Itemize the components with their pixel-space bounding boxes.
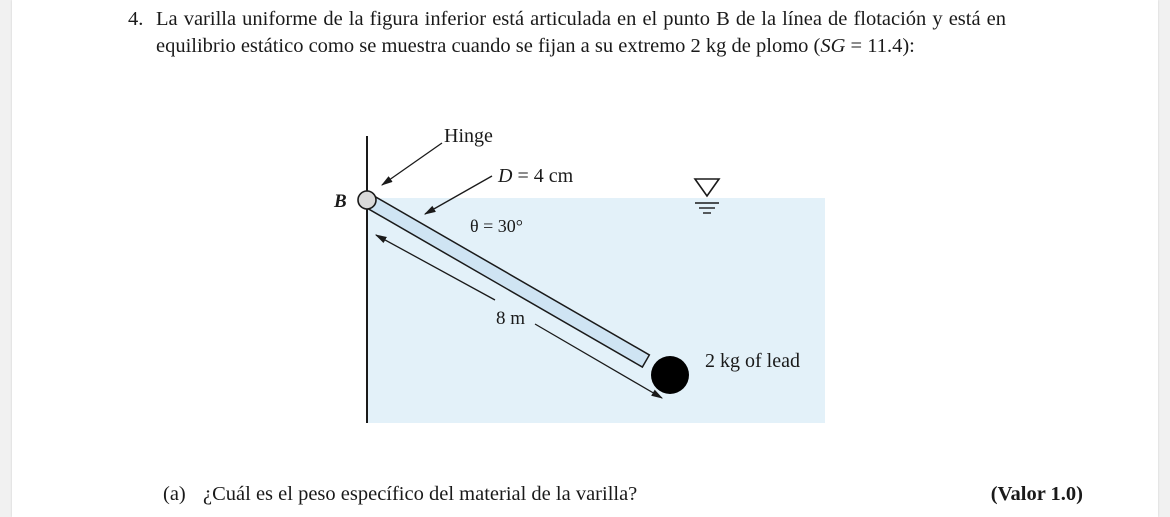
- question-letter: (a): [163, 483, 186, 505]
- question-text: ¿Cuál es el peso específico del material de la varilla?: [203, 483, 638, 505]
- question-value: (Valor 1.0): [990, 483, 1083, 505]
- point-b-label: B: [334, 191, 347, 212]
- specific-gravity-symbol: SG: [820, 35, 846, 57]
- rod-figure: [320, 118, 840, 428]
- problem-text-end: ):: [902, 35, 915, 57]
- problem-text: [156, 6, 1006, 60]
- problem-number: 4.: [128, 8, 144, 30]
- diameter-var: D: [498, 165, 513, 187]
- specific-gravity-value: = 11.4: [845, 35, 903, 57]
- problem-text-main: La varilla uniforme de la figura inferior está articulada en el punto B de la línea de flotación y está en equilibrio estático como se muestra cuando se fijan a su extremo 2 kg de plomo (: [156, 8, 1006, 57]
- length-label: 8 m: [496, 308, 526, 329]
- diameter-label: [497, 165, 574, 187]
- lead-weight: [651, 356, 689, 394]
- diameter-value: = 4 cm: [512, 165, 574, 187]
- hinge-label: Hinge: [444, 125, 493, 147]
- rod-diagram: [320, 118, 840, 428]
- lead-weight-label: 2 kg of lead: [705, 350, 800, 372]
- problem-statement: [128, 6, 1006, 60]
- hinge-pin: [358, 191, 376, 209]
- hinge-pointer: [382, 143, 442, 185]
- angle-label: θ = 30°: [470, 216, 523, 236]
